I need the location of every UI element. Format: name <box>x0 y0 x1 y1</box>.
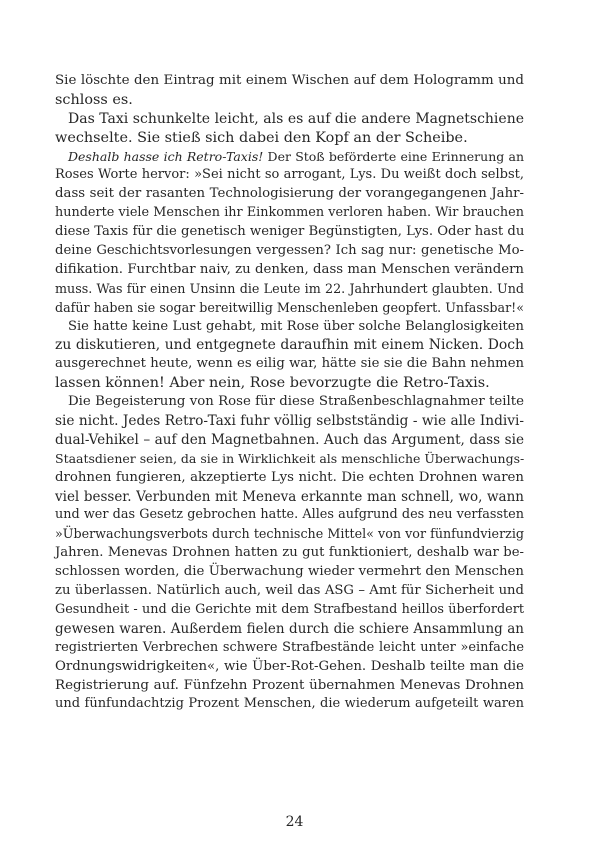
text-line: ausgerechnet heute, wenn es eilig war, hätte sie sie die Bahn nehmen <box>55 356 524 372</box>
text-line: Jahren. Menevas Drohnen hatten zu gut funktioniert, deshalb war be- <box>55 545 524 561</box>
text-line: zu überlassen. Natürlich auch, weil das ASG – Amt für Sicherheit und <box>55 583 524 599</box>
text-line: Gesundheit - und die Gerichte mit dem Strafbestand heillos überfordert <box>55 601 524 617</box>
text-line: Staatsdiener seien, da sie in Wirklichkeit als menschliche Überwachungs- <box>55 450 525 466</box>
text-line: hunderte viele Menschen ihr Einkommen verloren haben. Wir brauchen <box>55 205 524 221</box>
text-line: drohnen fungieren, akzeptierte Lys nicht. Die echten Drohnen waren <box>55 469 524 485</box>
text-line: Roses Worte hervor: »Sei nicht so arrogant, Lys. Du weißt doch selbst, <box>55 167 524 183</box>
text-line: Die Begeisterung von Rose für diese Straßenbeschlagnahmer teilte <box>68 394 524 410</box>
text-line: difikation. Furchtbar naiv, zu denken, dass man Menschen verändern <box>55 261 524 277</box>
text-line: und wer das Gesetz gebrochen hatte. Alles aufgrund des neu verfassten <box>55 507 524 523</box>
text-line: wechselte. Sie stieß sich dabei den Kopf an der Scheibe. <box>55 129 468 146</box>
text-line: Sie löschte den Eintrag mit einem Wischen auf dem Hologramm und <box>55 73 524 88</box>
text-line: Registrierung auf. Fünfzehn Prozent übernahmen Menevas Drohnen <box>55 677 524 693</box>
page-number: 24 <box>285 814 304 830</box>
text-line: zu diskutieren, und entgegnete daraufhin mit einem Nicken. Doch <box>55 337 524 354</box>
text-line: Ordnungswidrigkeiten«, wie Über-Rot-Gehen. Deshalb teilte man die <box>55 658 524 674</box>
text-line: dual-Vehikel – auf den Magnetbahnen. Auch das Argument, dass sie <box>55 431 524 448</box>
text-line: Das Taxi schunkelte leicht, als es auf die andere Magnetschiene <box>68 110 524 127</box>
text-line: schlossen worden, die Überwachung wieder vermehrt den Menschen <box>55 564 524 580</box>
text-line: dass seit der rasanten Technologisierung der vorangegangenen Jahr- <box>55 186 524 202</box>
body-text <box>55 72 524 714</box>
text-line: lassen können! Aber nein, Rose bevorzugte die Retro-Taxis. <box>55 375 490 392</box>
text-line: deine Geschichtsvorlesungen vergessen? Ich sag nur: genetische Mo- <box>55 243 524 259</box>
text-line: dafür haben sie sogar bereitwillig Menschenleben geopfert. Unfassbar!« <box>55 299 524 315</box>
text-line: muss. Was für einen Unsinn die Leute im 22. Jahrhundert glaubten. Und <box>55 280 524 296</box>
text-line: gewesen waren. Außerdem fielen durch die schiere Ansammlung an <box>55 620 524 637</box>
italic-thought: Deshalb hasse ich Retro-Taxis! <box>68 148 264 164</box>
text-line: registrierten Verbrechen schwere Strafbestände leicht unter »einfache <box>55 639 524 655</box>
text-line: und fünfundachtzig Prozent Menschen, die wiederum aufgeteilt waren <box>55 696 524 712</box>
text-line: sie nicht. Jedes Retro-Taxi fuhr völlig selbstständig - wie alle Indivi- <box>55 413 524 430</box>
text-line: schloss es. <box>55 91 133 108</box>
text-line: Sie hatte keine Lust gehabt, mit Rose über solche Belanglosigkeiten <box>68 318 524 334</box>
text-line: viel besser. Verbunden mit Meneva erkannte man schnell, wo, wann <box>55 488 524 505</box>
text-line: »Überwachungsverbots durch technische Mittel« von vor fünfundvierzig <box>55 526 524 542</box>
text-line <box>55 148 524 167</box>
text-line: diese Taxis für die genetisch weniger Begünstigten, Lys. Oder hast du <box>55 224 525 240</box>
text-run: Der Stoß beförderte eine Erinnerung an <box>263 148 525 164</box>
